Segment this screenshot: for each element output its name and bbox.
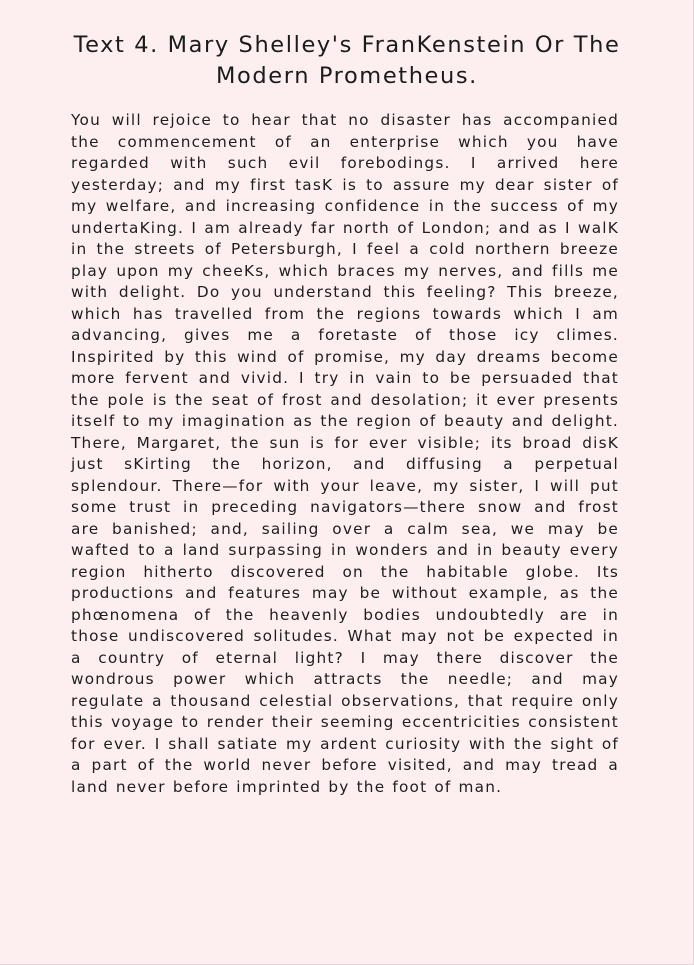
document-body-paragraph: You will rejoice to hear that no disaster has accompanied the commencement of an enterprise which you have regarded with such evil forebodings. I arrived here yesterday; and my first tasK is to assure my dear sister of my welfare, and increasing confidence in the success of my undertaKing. I am already far north of London; and as I walK in the streets of Petersburgh, I feel a cold northern breeze play upon my cheeKs, which braces my nerves, and fills me with delight. Do you understand this feeling? This breeze, which has travelled from the regions towards which I am advancing, gives me a foretaste of those icy climes. Inspirited by this wind of promise, my day dreams become more fervent and vivid. I try in vain to be persuaded that the pole is the seat of frost and desolation; it ever presents itself to my imagination as the region of beauty and delight. There, Margaret, the sun is for ever visible; its broad disK just sKirting the horizon, and diffusing a perpetual splendour. There—for with your leave, my sister, I will put some trust in preceding navigators—there snow and frost are banished; and, sailing over a calm sea, we may be wafted to a land surpassing in wonders and in beauty every region hitherto discovered on the habitable globe. Its productions and features may be without example, as the phœnomena of the heavenly bodies undoubtedly are in those undiscovered solitudes. What may not be expected in a country of eternal light? I may there discover the wondrous power which attracts the needle; and may regulate a thousand celestial observations, that require only this voyage to render their seeming eccentricities consistent for ever. I shall satiate my ardent curiosity with the sight of a part of the world never before visited, and may tread a land never before imprinted by the foot of man. — [71, 111, 619, 796]
document-title: Text 4. Mary Shelley's FranKenstein Or The Modern Prometheus. — [73, 32, 621, 89]
